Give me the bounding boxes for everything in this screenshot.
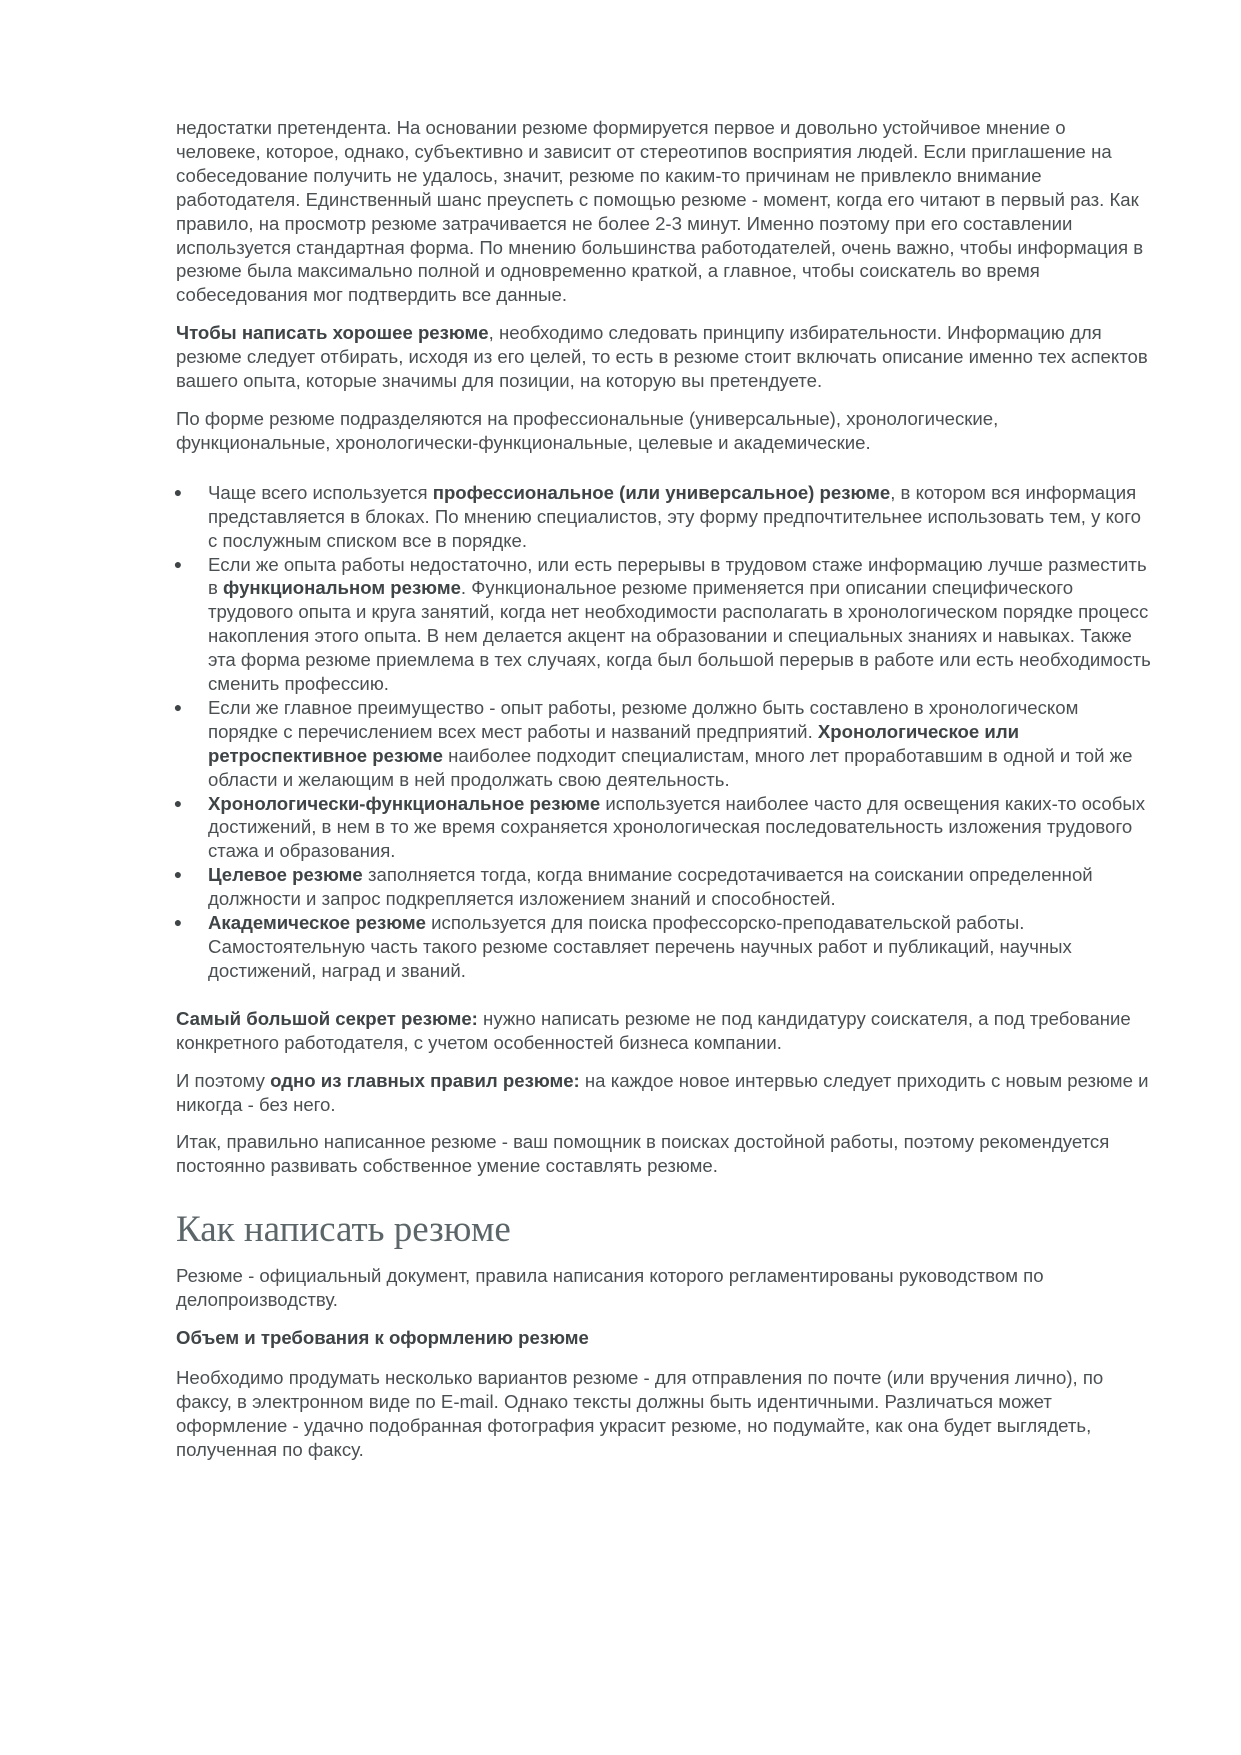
conclusion-paragraph: Итак, правильно написанное резюме - ваш помощник в поисках достойной работы, поэтому рекомендуется постоянно развивать собственное умение составлять резюме. [176,1131,1110,1177]
secret-bold: Самый большой секрет резюме: [176,1007,478,1029]
subheading: Объем и требования к оформлению резюме [176,1327,589,1349]
secret-paragraph [176,1007,1151,1055]
good-resume-paragraph [176,321,1151,393]
list-item: ● Если же опыта работы недостаточно, или есть перерывы в трудовом стаже информацию лучше разместить в функциональном резюме. Функциональное резюме применяется при описании специфического трудового опыта и круга занятий, когда нет необходимости располагать в хронологическом порядке процесс накопления этого опыта. В нем делается акцент на образовании и специальных знаниях и навыках. Также эта форма резюме приемлема в тех случаях, когда был большой перерыв в работе или есть необходимость сменить профессию. [176,553,1151,696]
resume-forms-paragraph: По форме резюме подразделяются на профессиональные (универсальные), хронологические, функциональные, хронологически-функциональные, целевые и академические. [176,407,999,453]
official-document-paragraph: Резюме - официальный документ, правила написания которого регламентированы руководством по делопроизводству. [176,1265,1044,1311]
section-heading: Как написать резюме [176,1209,511,1251]
bullet-icon: ● [173,555,183,572]
bullet-icon: ● [173,698,183,715]
secret-text: нужно написать резюме не под кандидатуру соискателя, а под требование конкретного работодателя, с учетом особенностей бизнеса компании. [176,1007,1131,1053]
variants-paragraph: Необходимо продумать несколько вариантов резюме - для отправления по почте (или вручения лично), по факсу, в электронном виде по E-mail. Однако тексты должны быть идентичными. Различаться может оформление - удачно подобранная фотография украсит резюме, но подумайте, как она будет выглядеть, полученная по факсу. [176,1366,1104,1460]
list-item: ● Если же главное преимущество - опыт работы, резюме должно быть составлено в хронологическом порядке с перечислением всех мест работы и названий предприятий. Хронологическое или ретроспективное резюме наиболее подходит специалистам, много лет проработавшим в одной и той же области и желающим в ней продолжать свою деятельность. [176,696,1151,792]
bullet-icon: ● [173,483,183,500]
rule-paragraph: И поэтому одно из главных правил резюме: на каждое новое интервью следует приходить с новым резюме и никогда - без него. [176,1069,1149,1115]
intro-paragraph: недостатки претендента. На основании резюме формируется первое и довольно устойчивое мнение о человеке, которое, однако, субъективно и зависит от стереотипов восприятия людей. Если приглашение на собеседование получить не удалось, значит, резюме по каким-то причинам не привлекло внимание работодателя. Единственный шанс преуспеть с помощью резюме - момент, когда его читают в первый раз. Как правило, на просмотр резюме затрачивается не более 2-3 минут. Именно поэтому при его составлении используется стандартная форма. По мнению большинства работодателей, очень важно, чтобы информация в резюме была максимально полной и одновременно краткой, а главное, чтобы соискатель во время собеседования мог подтвердить все данные. [176,117,1144,306]
list-item: ● Целевое резюме заполняется тогда, когда внимание сосредотачивается на соискании определенной должности и запрос подкрепляется изложением знаний и способностей. [176,863,1151,911]
resume-types-list [173,481,1151,983]
list-item: ● Хронологически-функциональное резюме используется наиболее часто для освещения каких-то особых достижений, в нем в то же время сохраняется хронологическая последовательность изложения трудового стажа и образования. [176,792,1151,864]
list-item: ● Академическое резюме используется для поиска профессорско-преподавательской работы. Самостоятельную часть такого резюме составляет перечень научных работ и публикаций, научных достижений, наград и званий. [176,911,1151,983]
rule-bold: одно из главных правил резюме: [270,1069,580,1091]
good-resume-bold: Чтобы написать хорошее резюме [176,322,489,344]
good-resume-text: , необходимо следовать принципу избирательности. Информацию для резюме следует отбирать, исходя из его целей, то есть в резюме стоит включать описание именно тех аспектов вашего опыта, которые значимы для позиции, на которую вы претендуете. [176,322,1148,392]
bullet-icon: ● [173,794,183,811]
bullet-icon: ● [173,866,183,883]
document-page [173,116,1151,1476]
bullet-icon: ● [173,914,183,931]
list-item: ● Чаще всего используется профессиональное (или универсальное) резюме, в котором вся информация представляется в блоках. По мнению специалистов, эту форму предпочтительнее использовать тем, у кого с послужным списком все в порядке. [176,481,1151,553]
